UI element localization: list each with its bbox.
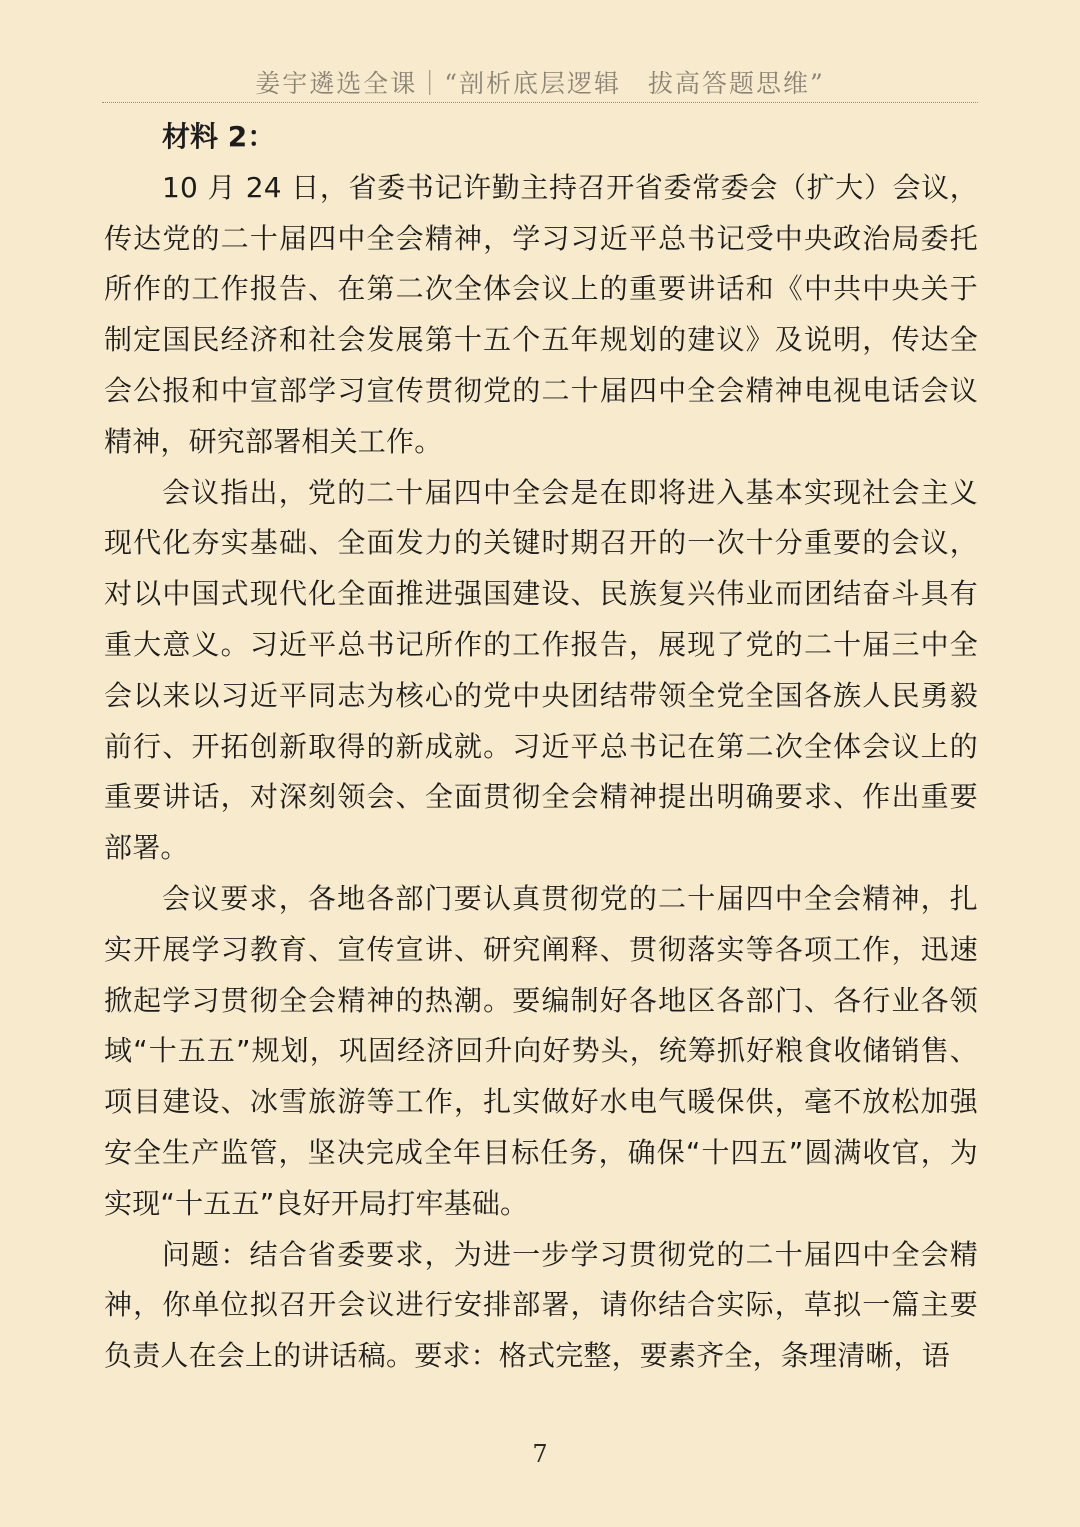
document-body [104, 112, 978, 1382]
material-heading: 材料 2： [162, 120, 276, 153]
paragraph-meeting-summary: 10 月 24 日，省委书记许勤主持召开省委常委会（扩大）会议，传达党的二十届四中全会精神，学习习近平总书记受中央政治局委托所作的工作报告、在第二次全体会议上的重要讲话和《中共中央关于制定国民经济和社会发展第十五个五年规划的建议》及说明，传达全会公报和中宣部学习宣传贯彻党的二十届四中全会精神电视电话会议精神，研究部署相关工作。 [104, 170, 978, 458]
header-title: 姜宇遴选全课｜“剖析底层逻辑 拔高答题思维” [255, 69, 825, 98]
paragraph-question: 问题：结合省委要求，为进一步学习贯彻党的二十届四中全会精神，你单位拟召开会议进行安排部署，请你结合实际，草拟一篇主要负责人在会上的讲话稿。要求：格式完整，要素齐全，条理清晰，语 [104, 1237, 978, 1373]
paragraph-meeting-requirements: 会议要求，各地各部门要认真贯彻党的二十届四中全会精神，扎实开展学习教育、宣传宣讲、研究阐释、贯彻落实等各项工作，迅速掀起学习贯彻全会精神的热潮。要编制好各地区各部门、各行业各领域“十五五”规划，巩固经济回升向好势头，统筹抓好粮食收储销售、项目建设、冰雪旅游等工作，扎实做好水电气暖保供，毫不放松加强安全生产监管，坚决完成全年目标任务，确保“十四五”圆满收官，为实现“十五五”良好开局打牢基础。 [104, 881, 978, 1220]
page-number: 7 [532, 1440, 548, 1468]
page-header [102, 62, 978, 103]
paragraph-meeting-significance: 会议指出，党的二十届四中全会是在即将进入基本实现社会主义现代化夯实基础、全面发力的关键时期召开的一次十分重要的会议，对以中国式现代化全面推进强国建设、民族复兴伟业而团结奋斗具有重大意义。习近平总书记所作的工作报告，展现了党的二十届三中全会以来以习近平同志为核心的党中央团结带领全党全国各族人民勇毅前行、开拓创新取得的新成就。习近平总书记在第二次全体会议上的重要讲话，对深刻领会、全面贯彻全会精神提出明确要求、作出重要部署。 [104, 475, 978, 865]
